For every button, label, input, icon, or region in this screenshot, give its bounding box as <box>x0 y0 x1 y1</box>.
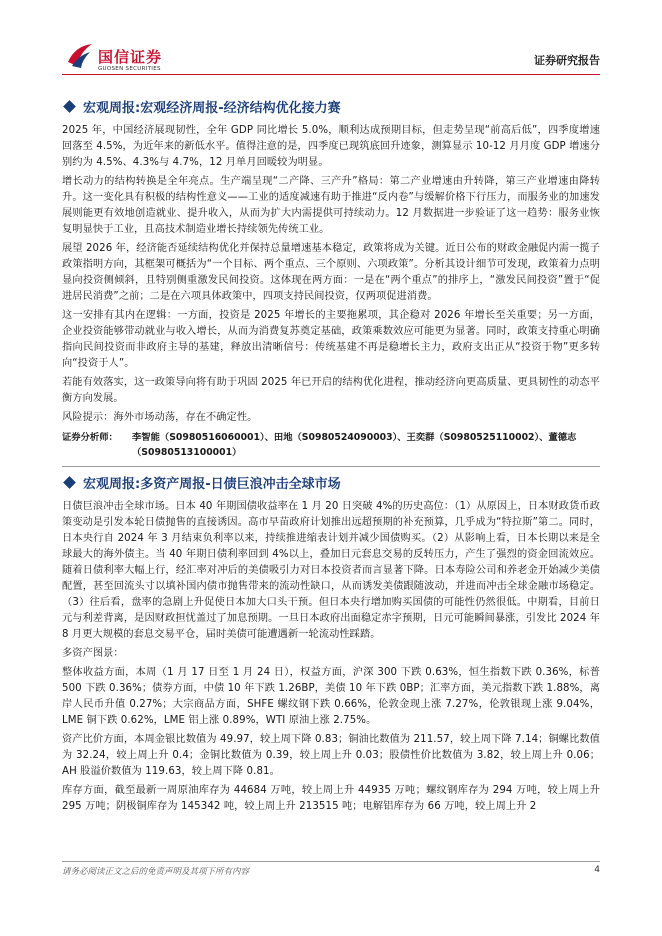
paragraph: 库存方面，截至最新一周原油库存为 44684 万吨，较上周上升 44935 万吨；螺纹钢库存为 294 万吨，较上周上升 295 万吨；阴极铜库存为 145342 吨，较上周上升 213515 吨；电解铝库存为 66 万吨，较上周上升 2 <box>62 785 600 812</box>
logo-text-en: GUOSEN SECURITIES <box>98 66 161 72</box>
analysts-names-cont: （S0980513100001） <box>132 447 242 458</box>
page-header <box>0 0 662 80</box>
section-divider <box>62 466 600 467</box>
diamond-bullet-icon <box>63 476 76 489</box>
risk-note: 风险提示：海外市场动荡，存在不确定性。 <box>62 412 258 423</box>
paragraph: 资产比价方面，本周金银比数值为 49.97，较上周下降 0.83；铜油比数值为 211.57，较上周下降 7.14；铜螺比数值为 32.24，较上周上升 0.4；金铜比数值为 0.39，较上周上升 0.03；股债性价比数值为 3.82，较上周上升 0.06；AH 股溢价数值为 119.63，较上周下降 0.81。 <box>62 734 600 777</box>
section-2-title-text: 宏观周报:多资产周报-日债巨浪冲击全球市场 <box>83 476 341 492</box>
logo-mark-icon <box>66 40 96 70</box>
main-content <box>62 97 600 818</box>
footer-disclaimer: 请务必阅读正文之后的免责声明及其项下所有内容 <box>62 867 250 877</box>
paragraph: 2025 年，中国经济展现韧性，全年 GDP 同比增长 5.0%，顺利达成预期目标，但走势呈现“前高后低”，四季度增速回落至 4.5%，为近年来的新低水平。值得注意的是，四季度已现筑底回升迹象，测算显示 10-12 月月度 GDP 增速分别约为 4.5%、4.3%与 4.7%，12 月单月回暖较为明显。 <box>62 125 600 168</box>
section-1-title-text: 宏观周报:宏观经济周报-经济结构优化接力赛 <box>83 100 341 116</box>
paragraph: 多资产图景： <box>62 648 124 659</box>
page-number: 4 <box>594 865 600 875</box>
paragraph: 整体收益方面，本周（1 月 17 日至 1 月 24 日），权益方面，沪深 300 下跌 0.63%，恒生指数下跌 0.36%，标普 500 下跌 0.36%；债券方面，中债 10 年下跌 1.26BP，美债 10 年下跌 0BP；汇率方面，美元指数下跌 1.88%，离岸人民币升值 0.27%；大宗商品方面，SHFE 螺纹钢下跌 0.66%，伦敦金现上涨 7.27%，伦敦银现上涨 9.04%，LME 铜下跌 0.62%，LME 铝上涨 0.89%，WTI 原油上涨 2.75%。 <box>62 667 600 726</box>
logo-text-cn: 国信证券 <box>98 48 163 66</box>
header-divider <box>62 74 600 75</box>
paragraph: 增长动力的结构转换是全年亮点。生产端呈现“二产降、三产升”格局：第二产业增速由升转降，第三产业增速由降转升。这一变化具有积极的结构性意义——工业的适度减速有助于推进“反内卷”与缓解价格下行压力，而服务业的加速发展则能更有效地创造就业、提升收入，从而为扩大内需提供可持续动力。12 月数据进一步验证了这一趋势：服务业恢复明显快于工业，且高技术制造业增长持续领先传统工业。 <box>62 176 600 235</box>
analysts-names: 李智能（S0980516060001）、田地（S0980524090003）、王奕群（S0980525110002）、董德志 <box>132 432 577 443</box>
footer-divider <box>62 861 600 862</box>
section-1-title <box>62 97 600 115</box>
diamond-bullet-icon <box>63 100 76 113</box>
report-type-label: 证券研究报告 <box>534 54 600 67</box>
section-2-title <box>62 473 600 491</box>
section-2 <box>62 473 600 815</box>
paragraph: 这一安排有其内在逻辑：一方面，投资是 2025 年增长的主要拖累项，其企稳对 2026 年增长至关重要；另一方面，企业投资能够带动就业与收入增长，从而为消费复苏奠定基础，政策乘数效应可能更为显著。同时，政策支持重心明确指向民间投资而非政府主导的基建，释放出清晰信号：传统基建不再是稳增长主力，政府支出正从“投资于物”更多转向“投资于人”。 <box>62 310 600 369</box>
paragraph: 日债巨浪冲击全球市场。日本 40 年期国债收益率在 1 月 20 日突破 4%的历史高位：（1）从原因上，日本财政货币政策变动是引发本轮日债抛售的直接诱因。高市早苗政府计划推出远超预期的补充预算，几乎成为“特拉斯”第二。同时，日本央行自 2024 年 3 月结束负利率以来，持续推进缩表计划并减少国债购买。（2）从影响上看，日本长期以来是全球最大的海外债主。当 40 年期日债利率回到 4%以上，叠加日元套息交易的反转压力，产生了强烈的资金回流效应。随着日债利率大幅上行，经汇率对冲后的美债吸引力对日本投资者而言显著下降。日本寿险公司和养老金开始减少美债配置，甚至回流头寸以填补国内债市抛售带来的流动性缺口，从而诱发美债跟随波动，并进而冲击全球金融市场稳定。（3）往后看，盘率的急剧上升促使日本加大口头干预。但日本央行增加购买国债的可能性仍然很低。中期看，目前日元与利差背离，是因财政担忧盖过了加息预期。一旦日本政府出面稳定赤字预期，日元可能瞬间暴涨，引发比 2024 年 8 月更大规模的套息交易平仓，届时美债可能遭遇新一轮流动性踩踏。 <box>62 501 600 640</box>
paragraph: 若能有效落实，这一政策导向将有助于巩固 2025 年已开启的结构优化进程，推动经济向更高质量、更具韧性的动态平衡方向发展。 <box>62 377 600 404</box>
analysts-label: 证券分析师： <box>62 432 118 443</box>
analyst-credits <box>62 430 600 460</box>
paragraph: 展望 2026 年，经济能否延续结构优化并保持总量增速基本稳定，政策将成为关键。近日公布的财政金融促内需一揽子政策指明方向，其框架可概括为“一个目标、两个重点、三个原则、六项政策”。分析其设计细节可发现，政策着力点明显向投资侧倾斜，且特别侧重激发民间投资。这体现在两方面：一是在“两个重点”的排序上，“激发民间投资”置于“促进居民消费”之前；二是在六项具体政策中，四项支持民间投资，仅两项促进消费。 <box>62 243 600 302</box>
